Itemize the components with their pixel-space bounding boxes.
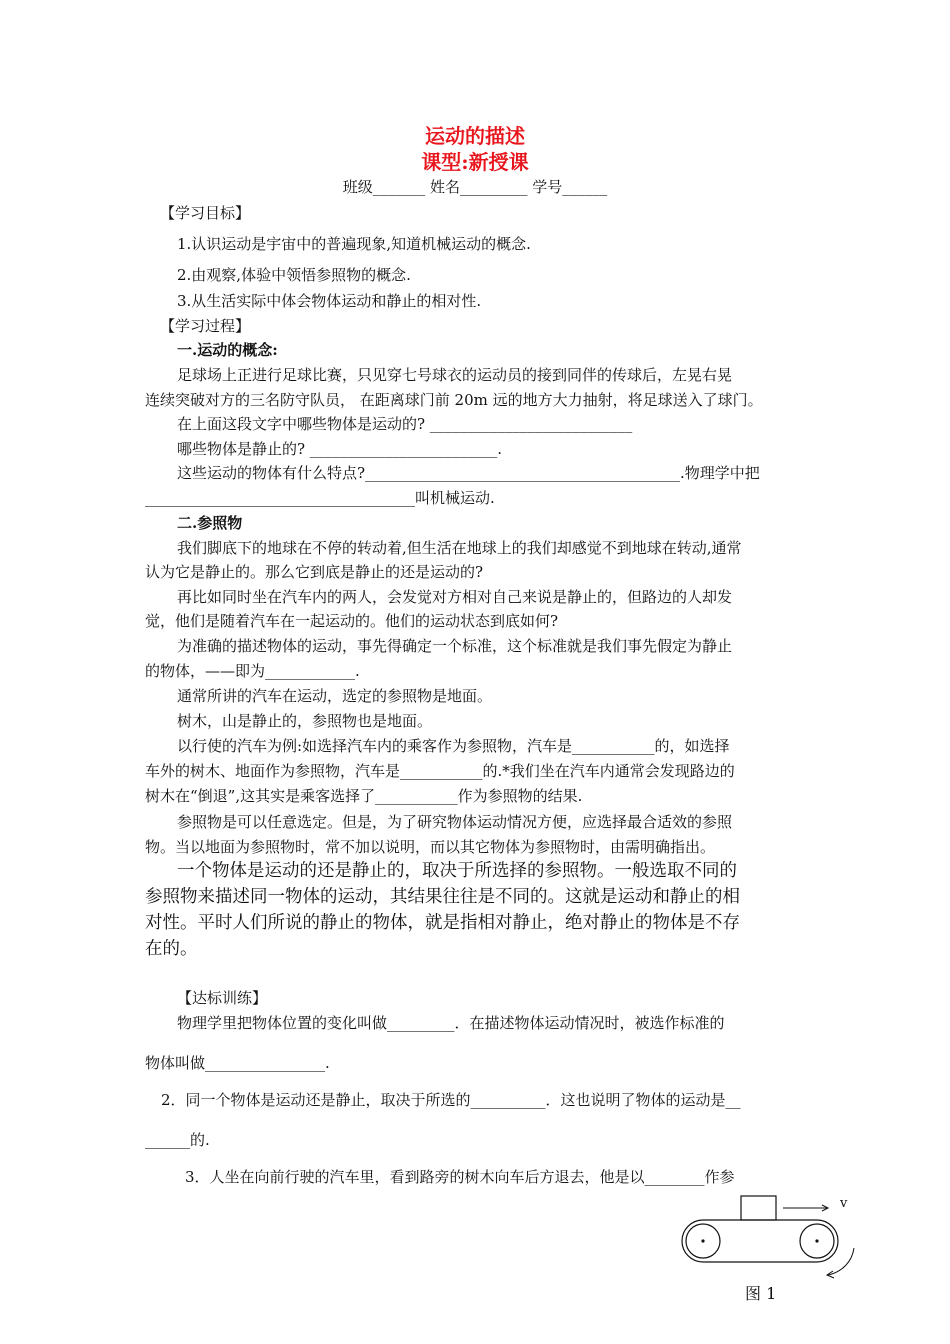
rotation-arrow [828, 1248, 854, 1275]
paragraph-line: 的物体，——即为____________. [145, 662, 360, 680]
student-info-line: 班级_______ 姓名_________ 学号______ [342, 178, 608, 196]
page-title: 运动的描述 [425, 124, 525, 148]
paragraph-line: 我们脚底下的地球在不停的转动着,但生活在地球上的我们却感觉不到地球在转动,通常 [177, 539, 742, 557]
exercise-1-line: 物理学里把物体位置的变化叫做_________．在描述物体运动情况时，被选作标准的 [177, 1014, 725, 1032]
question-static-objects: 哪些物体是静止的? _________________________. [177, 440, 503, 458]
relativity-paragraph-line: 一个物体是运动的还是静止的，取决于所选择的参照物。一般选取不同的 [177, 861, 737, 881]
training-heading: 【达标训练】 [177, 989, 268, 1007]
exercise-3-line: 3．人坐在向前行驶的汽车里，看到路旁的树木向车后方退去，他是以________作参 [185, 1168, 735, 1186]
goal-item: 2.由观察,体验中领悟参照物的概念. [177, 266, 411, 284]
paragraph-line: 连续突破对方的三名防守队员， 在距离球门前 20m 远的地方大力抽射，将足球送入了球门。 [145, 391, 763, 409]
paragraph-line: 通常所讲的汽车在运动，选定的参照物是地面。 [177, 687, 493, 705]
belt-left-end [682, 1220, 703, 1262]
relativity-paragraph-line: 对性。平时人们所说的静止的物体，就是指相对静止，绝对静止的物体是不存 [145, 913, 740, 933]
paragraph-line: 树木在“倒退”,这其实是乘客选择了___________作为参照物的结果. [145, 787, 583, 805]
exercise-2-line: ______的. [145, 1131, 210, 1149]
goal-item: 1.认识运动是宇宙中的普遍现象,知道机械运动的概念. [177, 235, 531, 253]
paragraph-line: 足球场上正进行足球比赛，只见穿七号球衣的运动员的接到同伴的传球后，左晃右晃 [177, 366, 733, 384]
paragraph-line: 物。当以地面为参照物时，常不加以说明，而以其它物体为参照物时，由需明确指出。 [145, 838, 716, 856]
velocity-label: v [840, 1196, 848, 1211]
paragraph-line: 觉，他们是随着汽车在一起运动的。他们的运动状态到底如何? [145, 612, 559, 630]
paragraph-line: 参照物是可以任意选定。但是，为了研究物体运动情况方便，应选择最合适效的参照 [177, 813, 733, 831]
exercise-2-line: 2．同一个物体是运动还是静止，取决于所选的__________．这也说明了物体的运动是__ [161, 1091, 741, 1109]
paragraph-line: 认为它是静止的。那么它到底是静止的还是运动的? [145, 563, 484, 581]
mechanical-motion-definition: ____________________________________叫机械运动. [145, 489, 495, 507]
right-pulley-axle [815, 1239, 818, 1242]
question-characteristics: 这些运动的物体有什么特点?__________________________________________.物理学中把 [177, 464, 760, 482]
goal-item: 3.从生活实际中体会物体运动和静止的相对性. [177, 292, 482, 310]
section-2-title: 二.参照物 [177, 514, 243, 532]
process-heading: 【学习过程】 [160, 317, 251, 335]
relativity-paragraph-line: 参照物来描述同一物体的运动，其结果往往是不同的。这就是运动和静止的相 [145, 887, 740, 907]
page-subtitle: 课型:新授课 [421, 150, 529, 174]
paragraph-line: 以行使的汽车为例:如选择汽车内的乘客作为参照物，汽车是___________的，如选择 [177, 737, 730, 755]
goals-heading: 【学习目标】 [160, 204, 251, 222]
exercise-1-line: 物体叫做________________. [145, 1054, 330, 1072]
belt-right-end [817, 1220, 838, 1262]
relativity-paragraph-line: 在的。 [145, 939, 198, 959]
question-moving-objects: 在上面这段文字中哪些物体是运动的? ___________________________ [177, 415, 633, 433]
paragraph-line: 为准确的描述物体的运动，事先得确定一个标准，这个标准就是我们事先假定为静止 [177, 637, 733, 655]
left-pulley-axle [701, 1239, 704, 1242]
section-1-title: 一.运动的概念: [177, 341, 278, 359]
paragraph-line: 树木，山是静止的，参照物也是地面。 [177, 712, 433, 730]
paragraph-line: 车外的树木、地面作为参照物，汽车是___________的.*我们坐在汽车内通常会发现路边的 [145, 762, 735, 780]
paragraph-line: 再比如同时坐在汽车内的两人，会发觉对方相对自己来说是静止的，但路边的人却发 [177, 588, 733, 606]
block [741, 1196, 776, 1220]
figure-caption: 图 1 [745, 1284, 777, 1303]
